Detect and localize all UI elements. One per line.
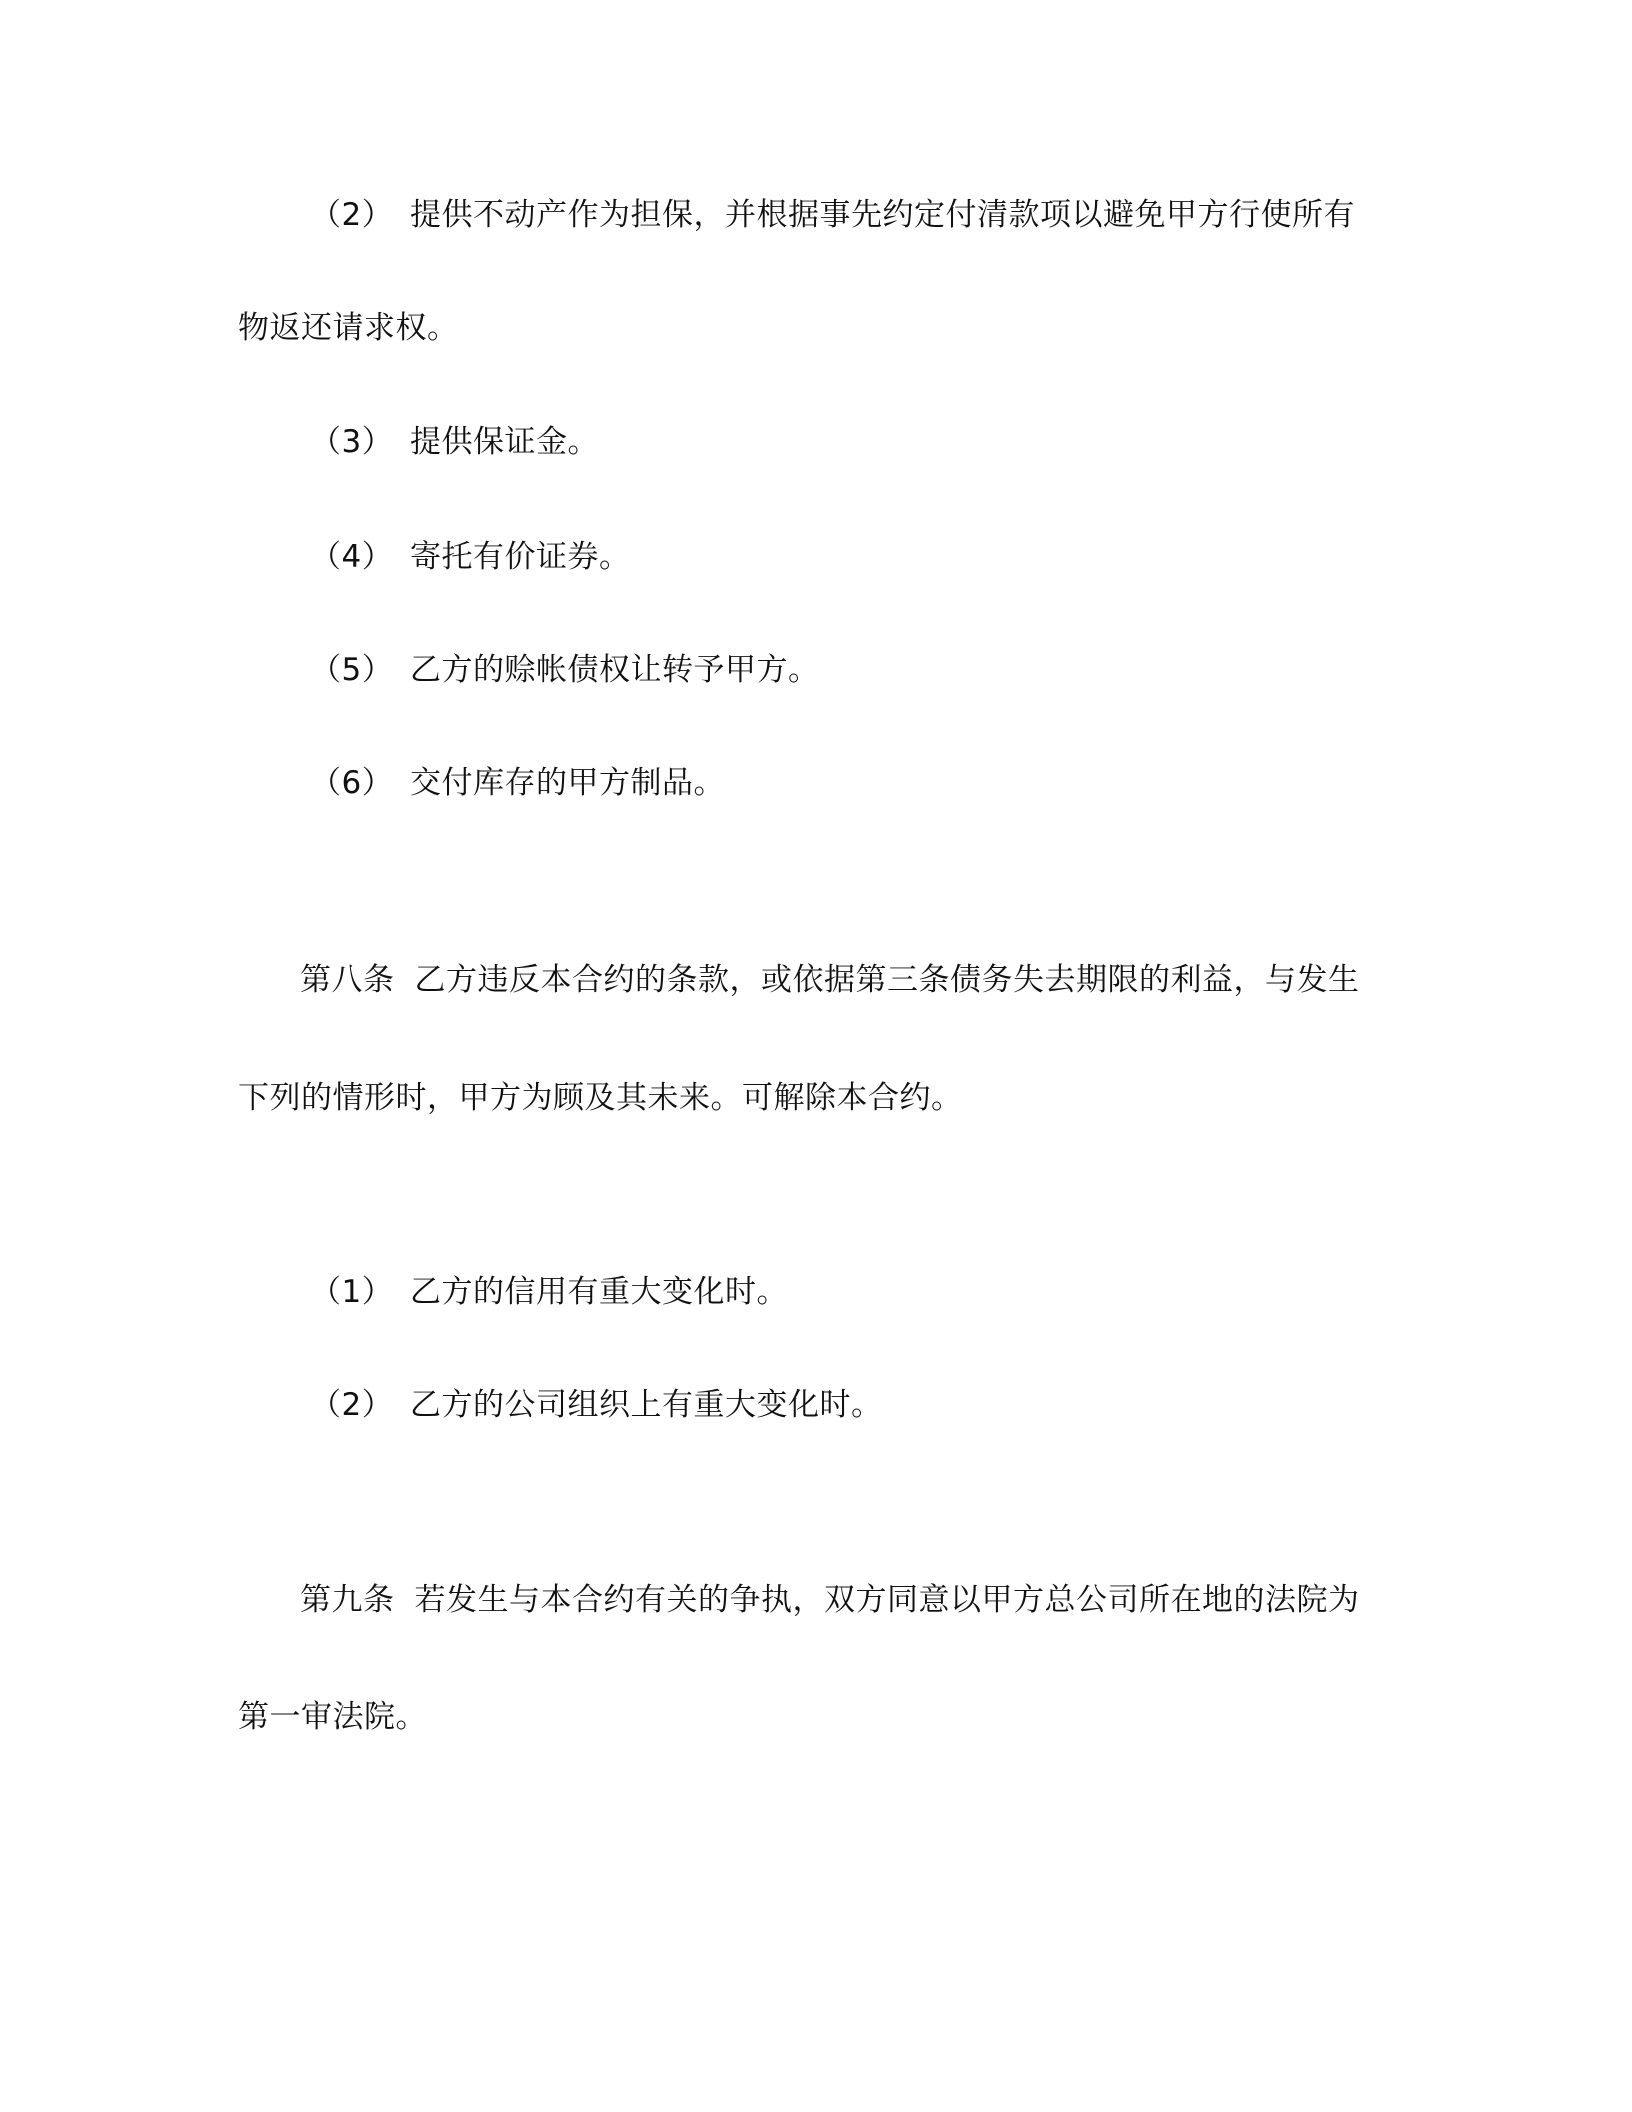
list-item — [310, 1385, 883, 1425]
list-item — [310, 763, 725, 803]
item-text: 乙方的公司组织上有重大变化时。 — [410, 1387, 883, 1423]
item-continuation: 物返还请求权。 — [238, 310, 459, 346]
article-number: 第九条 — [300, 1582, 395, 1618]
article-text: 若发生与本合约有关的争执，双方同意以甲方总公司所在地的法院为 — [414, 1582, 1360, 1618]
article-text: 乙方违反本合约的条款，或依据第三条债务失去期限的利益，与发生 — [414, 962, 1360, 998]
item-text: 提供不动产作为担保，并根据事先约定付清款项以避免甲方行使所有 — [410, 197, 1355, 233]
item-text: 乙方的信用有重大变化时。 — [410, 1274, 788, 1310]
list-item — [310, 1272, 788, 1312]
list-item — [310, 422, 599, 462]
article-8-line-2: 下列的情形时，甲方为顾及其未来。可解除本合约。 — [238, 1080, 963, 1116]
item-text: 乙方的赊帐债权让转予甲方。 — [410, 652, 820, 688]
item-number: （4） — [310, 539, 394, 575]
item-text: 提供保证金。 — [410, 424, 599, 460]
item-number: （5） — [310, 652, 394, 688]
article-number: 第八条 — [300, 962, 395, 998]
article-9-line-1 — [300, 1580, 1360, 1620]
item-text: 寄托有价证券。 — [410, 539, 631, 575]
item-number: （2） — [310, 1387, 394, 1423]
item-number: （6） — [310, 765, 394, 801]
item-text: 交付库存的甲方制品。 — [410, 765, 725, 801]
article-8-line-1 — [300, 960, 1360, 1000]
item-number: （1） — [310, 1274, 394, 1310]
item-number: （3） — [310, 424, 394, 460]
list-item — [310, 537, 631, 577]
article-9-line-2: 第一审法院。 — [238, 1699, 427, 1735]
item-number: （2） — [310, 197, 394, 233]
list-item — [310, 195, 1355, 235]
list-item — [310, 650, 820, 690]
